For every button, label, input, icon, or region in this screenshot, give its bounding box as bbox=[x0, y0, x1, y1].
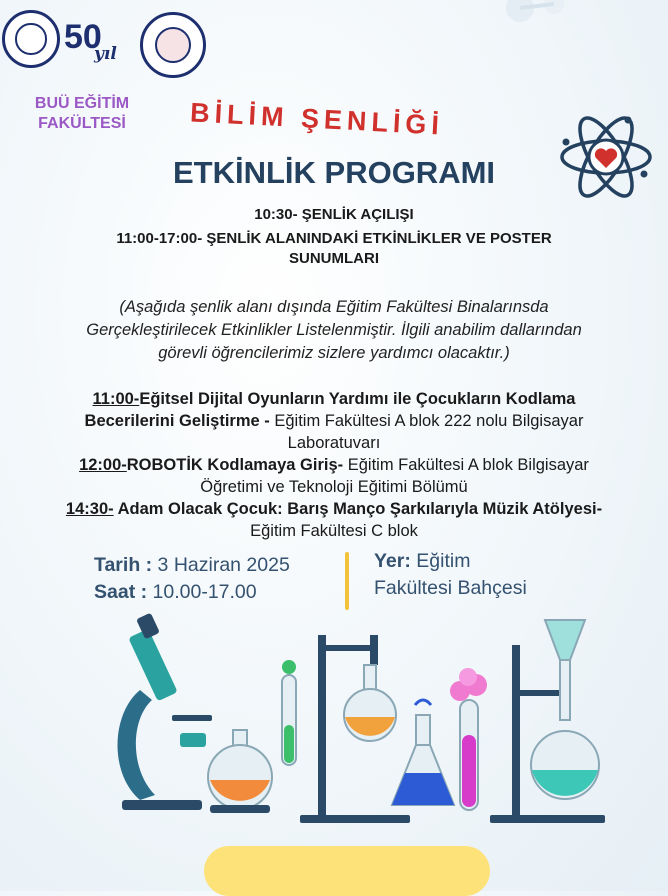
date-time-block bbox=[94, 552, 290, 606]
event-item bbox=[4, 498, 664, 542]
event-title: Eğitsel Dijital Oyunların Yardımı ile Çocukların Kodlama bbox=[139, 390, 576, 408]
teal-flask-icon bbox=[531, 620, 599, 799]
event-title-cont: Becerilerini Geliştirme - bbox=[84, 412, 270, 430]
pink-tube-icon bbox=[450, 668, 487, 810]
molecule-decoration-icon bbox=[490, 0, 610, 40]
event-item bbox=[4, 454, 664, 498]
microscope-icon bbox=[118, 613, 213, 810]
opening-time: 10:30- ŞENLİK AÇILIŞI bbox=[254, 206, 414, 223]
faculty-name-line1: BUÜ EĞİTİM bbox=[34, 95, 130, 112]
place-block bbox=[374, 548, 527, 602]
date-label: Tarih : bbox=[94, 554, 153, 576]
bottom-banner bbox=[204, 846, 490, 896]
lab-stand-icon bbox=[490, 645, 605, 823]
info-note bbox=[10, 296, 658, 365]
note-line1: (Aşağıda şenlik alanı dışında Eğitim Fakültesi Binalarınsda bbox=[119, 298, 549, 316]
date-value: 3 Haziran 2025 bbox=[152, 554, 290, 576]
time-row bbox=[94, 579, 290, 606]
note-line2: Gerçekleştirilecek Etkinlikler Listelenmiştir. İlgili anabilim dallarından bbox=[86, 321, 582, 339]
event-location-cont: Laboratuvarı bbox=[287, 434, 381, 452]
activities-time bbox=[0, 229, 668, 269]
event-time: 12:00- bbox=[79, 456, 127, 474]
time-label: Saat : bbox=[94, 581, 148, 603]
event-location-cont: Öğretimi ve Teknoloji Eğitimi Bölümü bbox=[200, 478, 468, 496]
event-title: Adam Olacak Çocuk: Barış Manço Şarkılarıyla Müzik Atölyesi- bbox=[113, 500, 603, 518]
event-list bbox=[4, 388, 664, 542]
festival-title: BİLİM ŞENLİĞİ bbox=[189, 97, 445, 141]
anniversary-word: yıl bbox=[94, 44, 117, 64]
anniversary-number: 50 bbox=[64, 18, 102, 56]
event-time: 11:00- bbox=[92, 390, 140, 408]
blue-flask-icon bbox=[392, 700, 454, 805]
date-row bbox=[94, 552, 290, 579]
note-line3: görevli öğrencilerimiz sizlere yardımcı olacaktır.) bbox=[158, 344, 510, 362]
university-logo bbox=[2, 10, 60, 68]
place-label: Yer: bbox=[374, 550, 411, 572]
event-location: Eğitim Fakültesi A blok Bilgisayar bbox=[343, 456, 589, 474]
event-location: Eğitim Fakültesi C blok bbox=[250, 522, 418, 540]
event-title: ROBOTİK Kodlamaya Giriş- bbox=[126, 456, 344, 474]
lab-equipment-illustration-icon bbox=[100, 605, 620, 825]
faculty-name-line2: FAKÜLTESİ bbox=[38, 115, 126, 132]
activities-line2: SUNUMLARI bbox=[289, 250, 379, 267]
activities-line1: 11:00-17:00- ŞENLİK ALANINDAKİ ETKİNLİKLER VE POSTER bbox=[116, 230, 552, 247]
place-value-cont: Fakültesi Bahçesi bbox=[374, 577, 527, 599]
event-time: 14:30- bbox=[65, 500, 114, 518]
program-title: ETKİNLİK PROGRAMI bbox=[172, 155, 496, 190]
faculty-name bbox=[12, 94, 152, 134]
event-item bbox=[4, 388, 664, 454]
anniversary-logo bbox=[64, 18, 132, 68]
event-location: Eğitim Fakültesi A blok 222 nolu Bilgisayar bbox=[269, 412, 584, 430]
place-value: Eğitim bbox=[410, 550, 471, 572]
green-tube-icon bbox=[282, 660, 296, 765]
hanging-flask-icon bbox=[344, 665, 396, 741]
faculty-logo bbox=[140, 12, 206, 78]
time-value: 10.00-17.00 bbox=[147, 581, 257, 603]
orange-flask-icon bbox=[208, 730, 272, 813]
info-divider bbox=[345, 552, 349, 610]
